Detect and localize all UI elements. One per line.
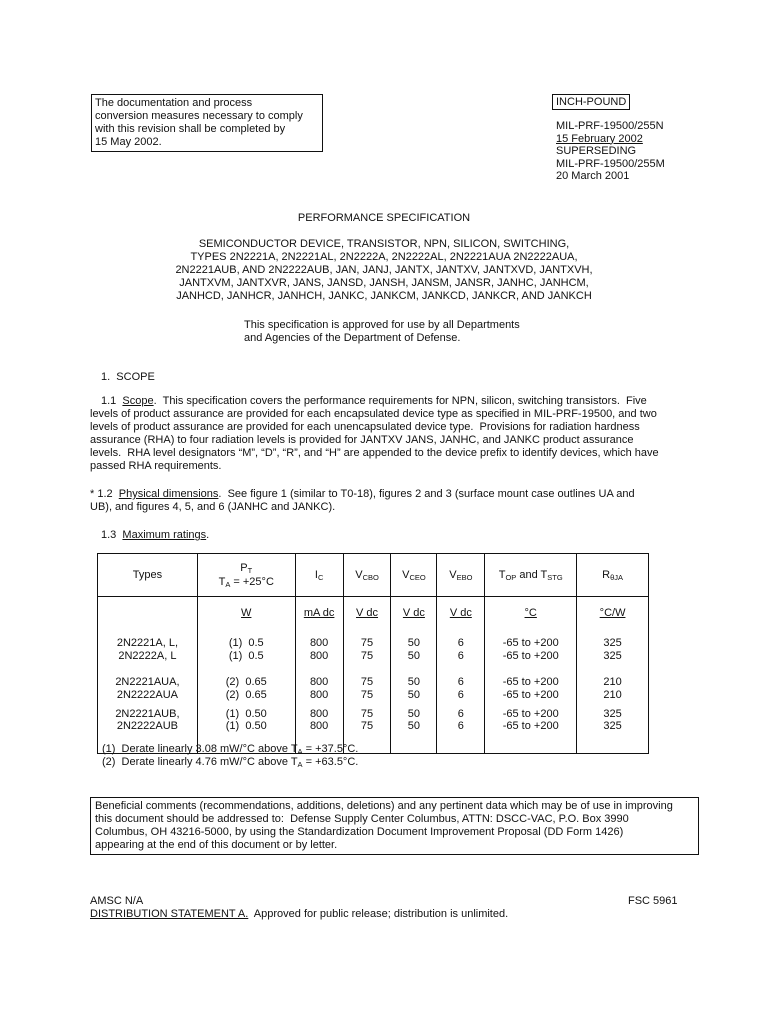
cell-power: (1) 0.50 (1) 0.50 [197, 702, 295, 754]
paragraph-line: passed RHA requirements. [90, 460, 222, 472]
unit-cell: mA dc [295, 597, 343, 620]
paragraph-line: levels of product assurance are provided for each encapsulated device type as specified in MIL-PRF-19500, and two [90, 408, 657, 420]
table-note: (1) Derate linearly 3.08 mW/°C above $T_A = +37.5^\circ C$. [102, 743, 359, 756]
paragraph-line: . This specification covers the performance requirements for NPN, silicon, switching transistors. Five [153, 395, 647, 407]
approval-line: This specification is approved for use by all Departments [244, 319, 520, 331]
superseded-date: 20 March 2001 [556, 170, 630, 182]
fsc-label: FSC 5961 [628, 895, 678, 907]
paragraph-line: levels. RHA level designators “M”, “D”, “R”, and “H” are appended to the device prefix to identify devices, which have [90, 447, 659, 459]
amsc-label: AMSC N/A [90, 895, 144, 907]
section-title: Physical dimensions [118, 488, 219, 500]
comment-line: Beneficial comments (recommendations, additions, deletions) and any pertinent data which may be of use in improving [95, 800, 673, 812]
distribution-statement [90, 908, 508, 920]
unit-cell: °C [485, 597, 577, 620]
section-title: Scope [122, 395, 154, 407]
cell-thermal: 325 325 [577, 619, 649, 663]
title-line: SEMICONDUCTOR DEVICE, TRANSISTOR, NPN, SILICON, SWITCHING, [198, 238, 570, 250]
notice-line: conversion measures necessary to comply [95, 110, 303, 122]
table-row [98, 663, 649, 702]
cell-vceo: 50 50 [391, 702, 437, 754]
comment-line: appearing at the end of this document or by letter. [95, 839, 338, 851]
approval-statement [244, 319, 520, 345]
table-notes [102, 743, 358, 769]
cell-thermal: 325 325 [577, 702, 649, 754]
title-line: 2N2221AUB, AND 2N2222AUB, JAN, JANJ, JANTX, JANTXV, JANTXVD, JANTXVH, [175, 264, 593, 276]
cell-temperature: -65 to +200 -65 to +200 [485, 619, 577, 663]
header-thermal-resistance: $R_{\theta JA}$ [577, 554, 649, 597]
document-identification [556, 120, 665, 183]
section-1-2 [90, 488, 690, 514]
document-title [0, 238, 768, 303]
header-power: $P_T$ $T_A = +25^\circ C$ [197, 554, 295, 597]
cell-vceo: 50 50 [391, 663, 437, 702]
cell-types: 2N2221A, L, 2N2222A, L [98, 619, 198, 663]
section-1-3: 1.3 Maximum ratings. [101, 529, 210, 541]
cell-vebo: 6 6 [437, 619, 485, 663]
cell-vcbo: 75 75 [343, 702, 391, 754]
cell-vceo: 50 50 [391, 619, 437, 663]
notice-line: The documentation and process [95, 97, 253, 109]
specification-type: PERFORMANCE SPECIFICATION [297, 212, 471, 224]
comment-line: this document should be addressed to: Defense Supply Center Columbus, ATTN: DSCC-VAC, P.O. Box 3990 [95, 813, 629, 825]
unit-cell: °C/W [577, 597, 649, 620]
cell-vebo: 6 6 [437, 663, 485, 702]
paragraph-line: assurance (RHA) to four radiation levels is provided for JANTXV JANS, JANHC, and JANKC product assurance [90, 434, 634, 446]
cell-vcbo: 75 75 [343, 663, 391, 702]
inch-pound-label: INCH-POUND [552, 94, 630, 110]
approval-line: and Agencies of the Department of Defense. [244, 332, 461, 344]
section-number: 1.3 [101, 529, 117, 541]
cell-thermal: 210 210 [577, 663, 649, 702]
paragraph-line: . See figure 1 (similar to T0-18), figures 2 and 3 (surface mount case outlines UA and [218, 488, 635, 500]
paragraph-line: UB), and figures 4, 5, and 6 (JANHC and JANKC). [90, 501, 336, 513]
unit-cell: V dc [391, 597, 437, 620]
section-1-1 [90, 395, 690, 473]
header-vebo: $V_{EBO}$ [437, 554, 485, 597]
cell-ic: 800 800 [295, 619, 343, 663]
distribution-label: DISTRIBUTION STATEMENT A. [90, 908, 249, 920]
maximum-ratings-table [97, 553, 649, 754]
cell-types: 2N2221AUB, 2N2222AUB [98, 702, 198, 754]
comments-box [90, 797, 699, 855]
paragraph-line: levels of product assurance are provided for each unencapsulated device type. Provisions for radiation hardness [90, 421, 640, 433]
cell-ic: 800 800 [295, 702, 343, 754]
cell-types: 2N2221AUA, 2N2222AUA [98, 663, 198, 702]
header-collector-current: $I_C$ [295, 554, 343, 597]
superseding-label: SUPERSEDING [556, 145, 637, 157]
section-number: * 1.2 [90, 488, 113, 500]
table-row [98, 619, 649, 663]
cell-power: (1) 0.5 (1) 0.5 [197, 619, 295, 663]
section-title: Maximum ratings [122, 529, 207, 541]
document-number: MIL-PRF-19500/255N [556, 120, 664, 132]
cell-temperature: -65 to +200 -65 to +200 [485, 663, 577, 702]
distribution-text: Approved for public release; distribution is unlimited. [248, 908, 509, 920]
title-line: JANTXVM, JANTXVR, JANS, JANSD, JANSH, JANSM, JANSR, JANHC, JANHCM, [179, 277, 589, 289]
table-note: (2) Derate linearly 4.76 mW/°C above $T_A = +63.5^\circ C$. [102, 756, 359, 769]
unit-cell: V dc [437, 597, 485, 620]
cell-ic: 800 800 [295, 663, 343, 702]
superseded-number: MIL-PRF-19500/255M [556, 157, 665, 170]
header-vcbo: $V_{CBO}$ [343, 554, 391, 597]
table-units-row [98, 597, 649, 620]
notice-line: with this revision shall be completed by [95, 123, 286, 135]
scope-heading: 1. SCOPE [101, 371, 155, 383]
cell-vcbo: 75 75 [343, 619, 391, 663]
header-temperature: $T_{OP}$ and $T_{STG}$ [485, 554, 577, 597]
cell-temperature: -65 to +200 -65 to +200 [485, 702, 577, 754]
title-line: TYPES 2N2221A, 2N2221AL, 2N2222A, 2N2222AL, 2N2221AUA 2N2222AUA, [190, 251, 578, 263]
section-number: 1.1 [101, 395, 117, 407]
comment-line: Columbus, OH 43216-5000, by using the Standardization Document Improvement Proposal (DD Form 1426) [95, 826, 624, 838]
revision-notice-box [91, 94, 323, 152]
document-date: 15 February 2002 [556, 132, 643, 145]
cell-power: (2) 0.65 (2) 0.65 [197, 663, 295, 702]
header-vceo: $V_{CEO}$ [391, 554, 437, 597]
table-header-row [98, 554, 649, 597]
cell-vebo: 6 6 [437, 702, 485, 754]
header-types: Types [98, 554, 198, 597]
unit-cell: V dc [343, 597, 391, 620]
notice-line: 15 May 2002. [95, 136, 162, 148]
unit-cell: W [197, 597, 295, 620]
title-line: JANHCD, JANHCR, JANHCH, JANKC, JANKCM, JANKCD, JANKCR, AND JANKCH [176, 290, 592, 302]
